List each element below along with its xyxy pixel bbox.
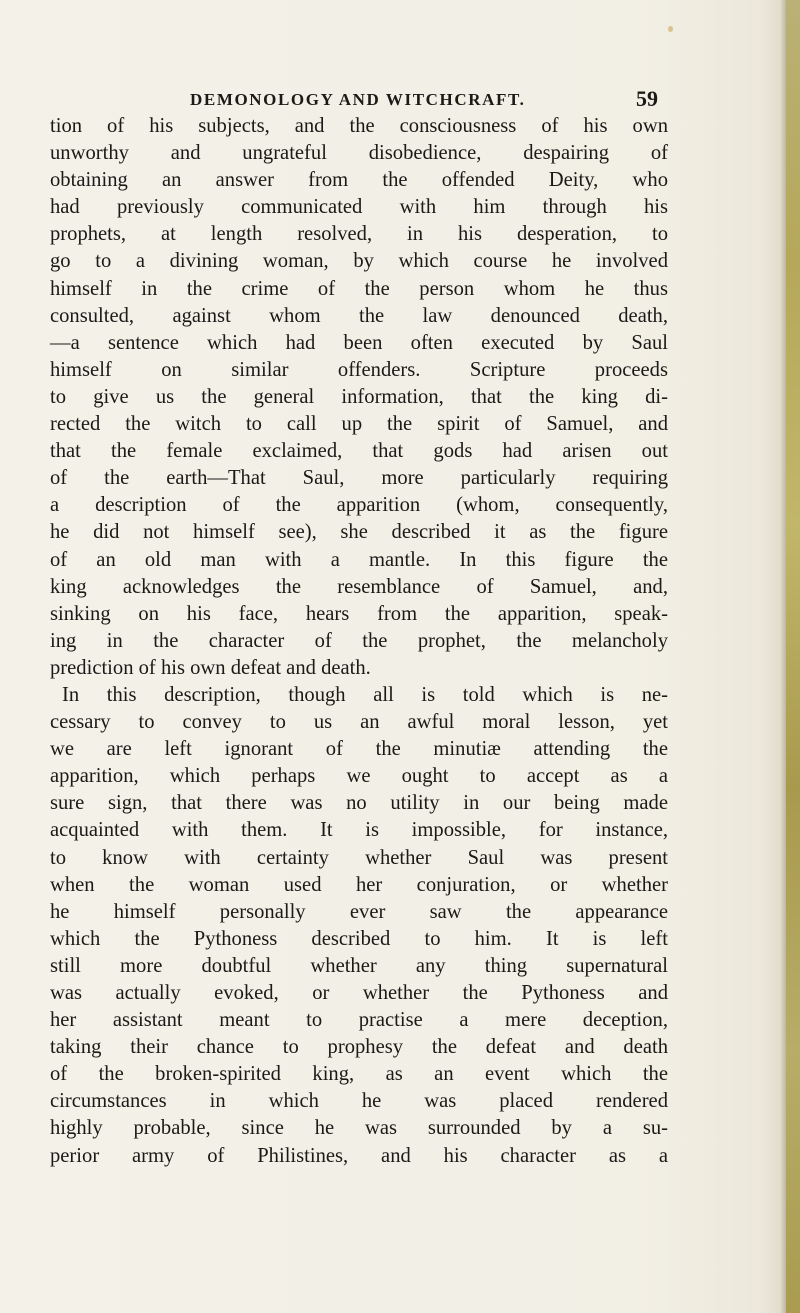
text-line: highly probable, since he was surrounded by a su- xyxy=(50,1117,668,1140)
text-line: himself in the crime of the person whom he thus xyxy=(50,277,668,300)
text-line: sure sign, that there was no utility in our being made xyxy=(50,792,668,815)
text-line: her assistant meant to practise a mere deception, xyxy=(50,1009,668,1032)
ink-spot xyxy=(668,26,673,32)
text-line: unworthy and ungrateful disobedience, despairing of xyxy=(50,142,668,165)
text-line: obtaining an answer from the offended Deity, who xyxy=(50,169,668,192)
book-edge xyxy=(786,0,800,1313)
running-head: DEMONOLOGY AND WITCHCRAFT. xyxy=(190,90,526,109)
text-line: of an old man with a mantle. In this figure the xyxy=(50,548,668,571)
text-line: himself on similar offenders. Scripture proceeds xyxy=(50,358,668,381)
text-line: had previously communicated with him through his xyxy=(50,196,668,219)
text-line: tion of his subjects, and the consciousness of his own xyxy=(50,115,668,137)
text-line: cessary to convey to us an awful moral lesson, yet xyxy=(50,711,668,734)
page-header xyxy=(190,86,658,116)
text-line: taking their chance to prophesy the defeat and death xyxy=(50,1036,668,1059)
text-line: he himself personally ever saw the appearance xyxy=(50,900,668,923)
text-line: prediction of his own defeat and death. xyxy=(50,656,371,679)
text-line: to give us the general information, that the king di- xyxy=(50,385,668,408)
page-number: 59 xyxy=(636,86,658,111)
text-line: acquainted with them. It is impossible, for instance, xyxy=(50,819,668,842)
text-line: ing in the character of the prophet, the melancholy xyxy=(50,629,668,652)
text-line: circumstances in which he was placed rendered xyxy=(50,1090,668,1113)
text-line: that the female exclaimed, that gods had arisen out xyxy=(50,440,668,463)
text-line: was actually evoked, or whether the Pythoness and xyxy=(50,982,668,1004)
text-line: sinking on his face, hears from the apparition, speak- xyxy=(50,602,668,625)
text-line: consulted, against whom the law denounced death, xyxy=(50,304,668,327)
text-line: we are left ignorant of the minutiæ attending the xyxy=(50,738,668,761)
text-line: —a sentence which had been often executed by Saul xyxy=(50,331,668,354)
text-line: king acknowledges the resemblance of Samuel, and, xyxy=(50,575,668,598)
text-line: perior army of Philistines, and his character as a xyxy=(50,1144,668,1167)
text-line: apparition, which perhaps we ought to accept as a xyxy=(50,765,668,788)
text-line: which the Pythoness described to him. It is left xyxy=(50,927,668,950)
text-line: to know with certainty whether Saul was present xyxy=(50,846,668,869)
text-line: go to a divining woman, by which course he involved xyxy=(50,250,668,273)
body-text xyxy=(50,113,668,1170)
text-line: still more doubtful whether any thing supernatural xyxy=(50,954,668,977)
text-line: rected the witch to call up the spirit of Samuel, and xyxy=(50,413,668,436)
text-line: In this description, though all is told which is ne- xyxy=(62,683,668,706)
text-line: prophets, at length resolved, in his desperation, to xyxy=(50,223,668,246)
text-line: he did not himself see), she described it as the figure xyxy=(50,521,668,544)
text-line: when the woman used her conjuration, or whether xyxy=(50,873,668,896)
text-line: of the broken-spirited king, as an event which the xyxy=(50,1063,668,1086)
text-line: a description of the apparition (whom, consequently, xyxy=(50,494,668,517)
text-line: of the earth—That Saul, more particularly requiring xyxy=(50,467,668,490)
